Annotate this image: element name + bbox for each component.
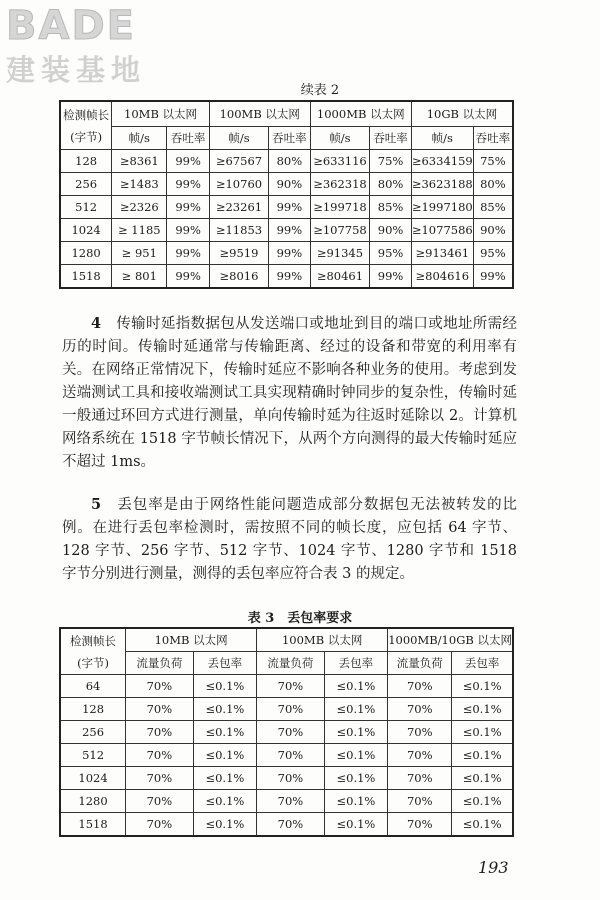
value-cell: ≥3623188	[411, 173, 473, 196]
frame-length-cell: 512	[60, 744, 126, 767]
value-cell: 90%	[370, 219, 412, 242]
value-cell: 99%	[167, 265, 210, 289]
value-cell: ≤0.1%	[193, 790, 256, 813]
value-cell: 75%	[473, 150, 513, 173]
value-cell: ≥91345	[310, 242, 370, 265]
value-cell: ≤0.1%	[324, 813, 387, 837]
value-cell: ≥23261	[209, 196, 268, 219]
value-cell: 70%	[388, 698, 452, 721]
frame-length-cell: 1280	[60, 790, 126, 813]
sub-header: 流量负荷	[388, 652, 452, 675]
table-row	[60, 150, 513, 173]
value-cell: 70%	[126, 790, 194, 813]
frame-length-cell: 128	[60, 698, 126, 721]
value-cell: 70%	[257, 744, 325, 767]
value-cell: 99%	[167, 242, 210, 265]
sub-header: 帧/s	[411, 127, 473, 150]
table-row	[60, 721, 513, 744]
value-cell: 70%	[388, 767, 452, 790]
value-cell: 70%	[388, 790, 452, 813]
value-cell: ≥ 801	[112, 265, 167, 289]
paragraph-text: 丢包率是由于网络性能问题造成部分数据包无法被转发的比例。在进行丢包率检测时，需按照不同的帧长度，应包括 64 字节、128 字节、256 字节、512 字节、1024 字节、1280 字节和 1518 字节分别进行测量，测得的丢包率应符合表 3 的规定。	[62, 497, 518, 582]
value-cell: ≥1483	[112, 173, 167, 196]
value-cell: ≤0.1%	[452, 767, 513, 790]
sub-header: 丢包率	[324, 652, 387, 675]
paragraph-text: 传输时延指数据包从发送端口或地址到目的端口或地址所需经历的时间。传输时延通常与传输距离、经过的设备和带宽的利用率有关。在网络正常情况下，传输时延应不影响各种业务的使用。考虑到发送端测试工具和接收端测试工具实现精确时钟同步的复杂性，传输时延一般通过环回方式进行测量，单向传输时延为往返时延除以 2。计算机网络系统在 1518 字节帧长情况下，从两个方向测得的最大传输时延应不超过 1ms。	[62, 316, 518, 470]
group-header: 10MB 以太网	[126, 628, 257, 652]
value-cell: 95%	[370, 242, 412, 265]
sub-header: 吞吐率	[473, 127, 513, 150]
value-cell: ≤0.1%	[324, 767, 387, 790]
sub-header: 帧/s	[209, 127, 268, 150]
table-row	[60, 242, 513, 265]
value-cell: ≥8016	[209, 265, 268, 289]
sub-header: 流量负荷	[126, 652, 194, 675]
table-row	[60, 698, 513, 721]
table-row	[60, 196, 513, 219]
value-cell: ≥11853	[209, 219, 268, 242]
value-cell: 70%	[388, 813, 452, 837]
value-cell: 99%	[167, 150, 210, 173]
value-cell: ≤0.1%	[193, 813, 256, 837]
value-cell: ≥9519	[209, 242, 268, 265]
value-cell: ≤0.1%	[324, 698, 387, 721]
value-cell: 70%	[126, 675, 194, 698]
value-cell: ≥362318	[310, 173, 370, 196]
value-cell: ≤0.1%	[452, 744, 513, 767]
frame-length-cell: 256	[60, 721, 126, 744]
value-cell: ≥633116	[310, 150, 370, 173]
value-cell: 85%	[473, 196, 513, 219]
value-cell: ≥2326	[112, 196, 167, 219]
sub-header: 吞吐率	[370, 127, 412, 150]
value-cell: ≥107758	[310, 219, 370, 242]
value-cell: ≥6334159	[411, 150, 473, 173]
table-row	[60, 265, 513, 289]
value-cell: 80%	[473, 173, 513, 196]
value-cell: ≤0.1%	[193, 698, 256, 721]
value-cell: 70%	[126, 698, 194, 721]
value-cell: 70%	[126, 744, 194, 767]
value-cell: ≤0.1%	[193, 744, 256, 767]
frame-length-cell: 512	[60, 196, 112, 219]
value-cell: 99%	[269, 219, 311, 242]
value-cell: 70%	[257, 813, 325, 837]
table-row	[60, 813, 513, 837]
value-cell: 70%	[388, 675, 452, 698]
value-cell: ≤0.1%	[193, 767, 256, 790]
group-header: 1000MB/10GB 以太网	[388, 628, 513, 652]
group-header: 1000MB 以太网	[310, 101, 411, 127]
table-row	[60, 173, 513, 196]
value-cell: ≤0.1%	[193, 675, 256, 698]
frame-length-cell: 1518	[60, 265, 112, 289]
value-cell: ≤0.1%	[452, 721, 513, 744]
value-cell: 70%	[257, 721, 325, 744]
value-cell: 70%	[257, 675, 325, 698]
value-cell: 70%	[126, 721, 194, 744]
frame-length-cell: 1280	[60, 242, 112, 265]
value-cell: ≥8361	[112, 150, 167, 173]
sub-header: 吞吐率	[167, 127, 210, 150]
value-cell: ≤0.1%	[452, 790, 513, 813]
value-cell: ≥80461	[310, 265, 370, 289]
value-cell: 90%	[473, 219, 513, 242]
frame-length-cell: 1024	[60, 767, 126, 790]
frame-length-cell: 64	[60, 675, 126, 698]
page-number: 193	[478, 858, 509, 877]
value-cell: 70%	[126, 813, 194, 837]
frame-length-cell: 1518	[60, 813, 126, 837]
table-row	[60, 219, 513, 242]
value-cell: ≥199718	[310, 196, 370, 219]
table-row	[60, 675, 513, 698]
value-cell: ≤0.1%	[193, 721, 256, 744]
sub-header: 丢包率	[193, 652, 256, 675]
value-cell: ≥1997180	[411, 196, 473, 219]
value-cell: ≥804616	[411, 265, 473, 289]
value-cell: 80%	[370, 173, 412, 196]
value-cell: ≥ 1185	[112, 219, 167, 242]
value-cell: 80%	[269, 150, 311, 173]
frame-length-cell: 128	[60, 150, 112, 173]
value-cell: ≥67567	[209, 150, 268, 173]
value-cell: 70%	[257, 698, 325, 721]
value-cell: ≤0.1%	[452, 675, 513, 698]
value-cell: 75%	[370, 150, 412, 173]
value-cell: ≥ 951	[112, 242, 167, 265]
group-header: 10GB 以太网	[411, 101, 513, 127]
sub-header: 帧/s	[310, 127, 370, 150]
table-row	[60, 767, 513, 790]
value-cell: 70%	[126, 767, 194, 790]
value-cell: 70%	[257, 767, 325, 790]
value-cell: 90%	[269, 173, 311, 196]
value-cell: ≤0.1%	[452, 698, 513, 721]
value-cell: ≤0.1%	[452, 813, 513, 837]
value-cell: ≥913461	[411, 242, 473, 265]
frame-length-cell: 1024	[60, 219, 112, 242]
value-cell: ≤0.1%	[324, 790, 387, 813]
value-cell: 95%	[473, 242, 513, 265]
table2-caption: 续表 2	[300, 83, 340, 98]
group-header: 100MB 以太网	[257, 628, 388, 652]
group-header: 100MB 以太网	[209, 101, 310, 127]
value-cell: 70%	[388, 721, 452, 744]
value-cell: 70%	[388, 744, 452, 767]
packet-loss-table	[59, 627, 514, 837]
value-cell: ≤0.1%	[324, 675, 387, 698]
value-cell: 99%	[167, 219, 210, 242]
sub-header: 吞吐率	[269, 127, 311, 150]
value-cell: 99%	[269, 196, 311, 219]
value-cell: 99%	[167, 196, 210, 219]
logo-text-cn: 建装基地	[6, 53, 147, 87]
value-cell: 99%	[370, 265, 412, 289]
frame-length-header: 检测帧长 (字节)	[60, 101, 112, 150]
value-cell: 85%	[370, 196, 412, 219]
paragraph-5	[62, 493, 517, 586]
value-cell: 99%	[269, 242, 311, 265]
value-cell: ≥10760	[209, 173, 268, 196]
item-number: 5	[91, 496, 102, 513]
value-cell: 99%	[473, 265, 513, 289]
sub-header: 丢包率	[452, 652, 513, 675]
value-cell: ≤0.1%	[324, 721, 387, 744]
value-cell: ≤0.1%	[324, 744, 387, 767]
table-row	[60, 744, 513, 767]
sub-header: 帧/s	[112, 127, 167, 150]
throughput-table	[59, 100, 514, 289]
table3-caption: 表 3 丢包率要求	[247, 611, 353, 626]
value-cell: ≥1077586	[411, 219, 473, 242]
logo-text-en: BADE	[6, 3, 136, 49]
value-cell: 99%	[269, 265, 311, 289]
table-row	[60, 790, 513, 813]
sub-header: 流量负荷	[257, 652, 325, 675]
frame-length-cell: 256	[60, 173, 112, 196]
value-cell: 70%	[257, 790, 325, 813]
value-cell: 99%	[167, 173, 210, 196]
group-header: 10MB 以太网	[112, 101, 210, 127]
frame-length-header: 检测帧长 (字节)	[60, 628, 126, 675]
paragraph-4	[62, 312, 517, 474]
item-number: 4	[91, 315, 102, 332]
